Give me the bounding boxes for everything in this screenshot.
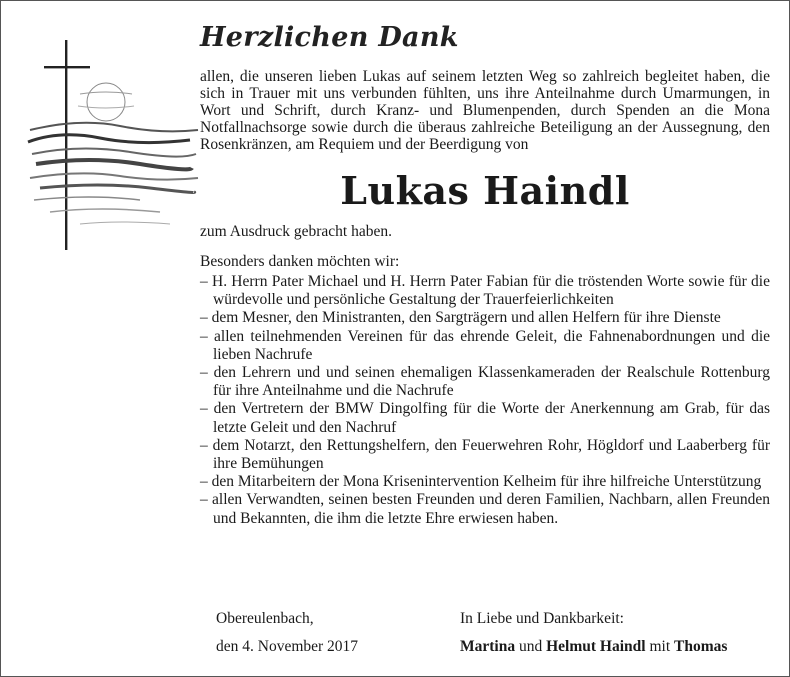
cross-sunset-landscape-icon: [20, 22, 200, 252]
thanks-list: [200, 273, 770, 528]
deceased-name: Lukas Haindl: [340, 168, 630, 213]
place-date-block: [216, 610, 358, 666]
thanks-intro: Besonders danken möchten wir:: [200, 253, 400, 270]
date-text: den 4. November 2017: [216, 638, 359, 655]
notice-heading: Herzlichen Dank: [200, 22, 459, 53]
signer-name: Thomas: [674, 638, 728, 655]
notice-content: [200, 22, 770, 528]
signature-block: [460, 610, 727, 666]
connector-text: und: [518, 638, 543, 655]
signers-line: [460, 638, 727, 666]
list-item: – allen Verwandten, seinen besten Freunden und deren Familien, Nachbarn, allen Freunden und Bekannten, die ihm die letzte Ehre erwiesen haben.: [200, 491, 770, 527]
list-item: – den Lehrern und und seinen ehemaligen Klassenkameraden der Realschule Rottenburg für ihre Anteilnahme und die Nachrufe: [200, 364, 770, 400]
after-name-text: zum Ausdruck gebracht haben.: [200, 223, 392, 240]
notice-footer: [216, 610, 776, 660]
signer-name: Martina: [460, 638, 516, 655]
connector-text: mit: [649, 638, 671, 655]
place-text: Obereulenbach,: [216, 610, 314, 627]
list-item: – den Vertretern der BMW Dingolfing für die Worte der Anerkennung am Grab, für das letzte Geleit und den Nachruf: [200, 400, 770, 436]
list-item: – dem Mesner, den Ministranten, den Sargträgern und allen Helfern für ihre Dienste: [200, 309, 721, 327]
intro-text: allen, die unseren lieben Lukas auf seinem letzten Weg so zahlreich begleitet haben, die sich in Trauer mit uns verbunden fühlten, uns ihre Anteilnahme durch Umarmungen, in Wort und Schrift, durch Kranz- und Blumenpenden, durch Spenden an die Mona Notfallnachsorge sowie durch die überaus zahlreiche Beteiligung an der Aussegnung, den Rosenkränzen, am Requiem und der Beerdigung von: [200, 68, 770, 153]
signer-name: Helmut Haindl: [546, 638, 646, 655]
list-item: – dem Notarzt, den Rettungshelfern, den Feuerwehren Rohr, Högldorf und Laaberberg für ihre Bemühungen: [200, 436, 770, 473]
list-item: – den Mitarbeitern der Mona Krisenintervention Kelheim für ihre hilfreiche Unterstützung: [200, 473, 762, 491]
list-item: – allen teilnehmenden Vereinen für das ehrende Geleit, die Fahnenabordnungen und die lieben Nachrufe: [200, 327, 770, 363]
closing-text: In Liebe und Dankbarkeit:: [460, 610, 624, 627]
list-item: – H. Herrn Pater Michael und H. Herrn Pater Fabian für die tröstenden Worte sowie für die würdevolle und persönliche Gestaltung der Trauerfeierlichkeiten: [200, 273, 770, 309]
